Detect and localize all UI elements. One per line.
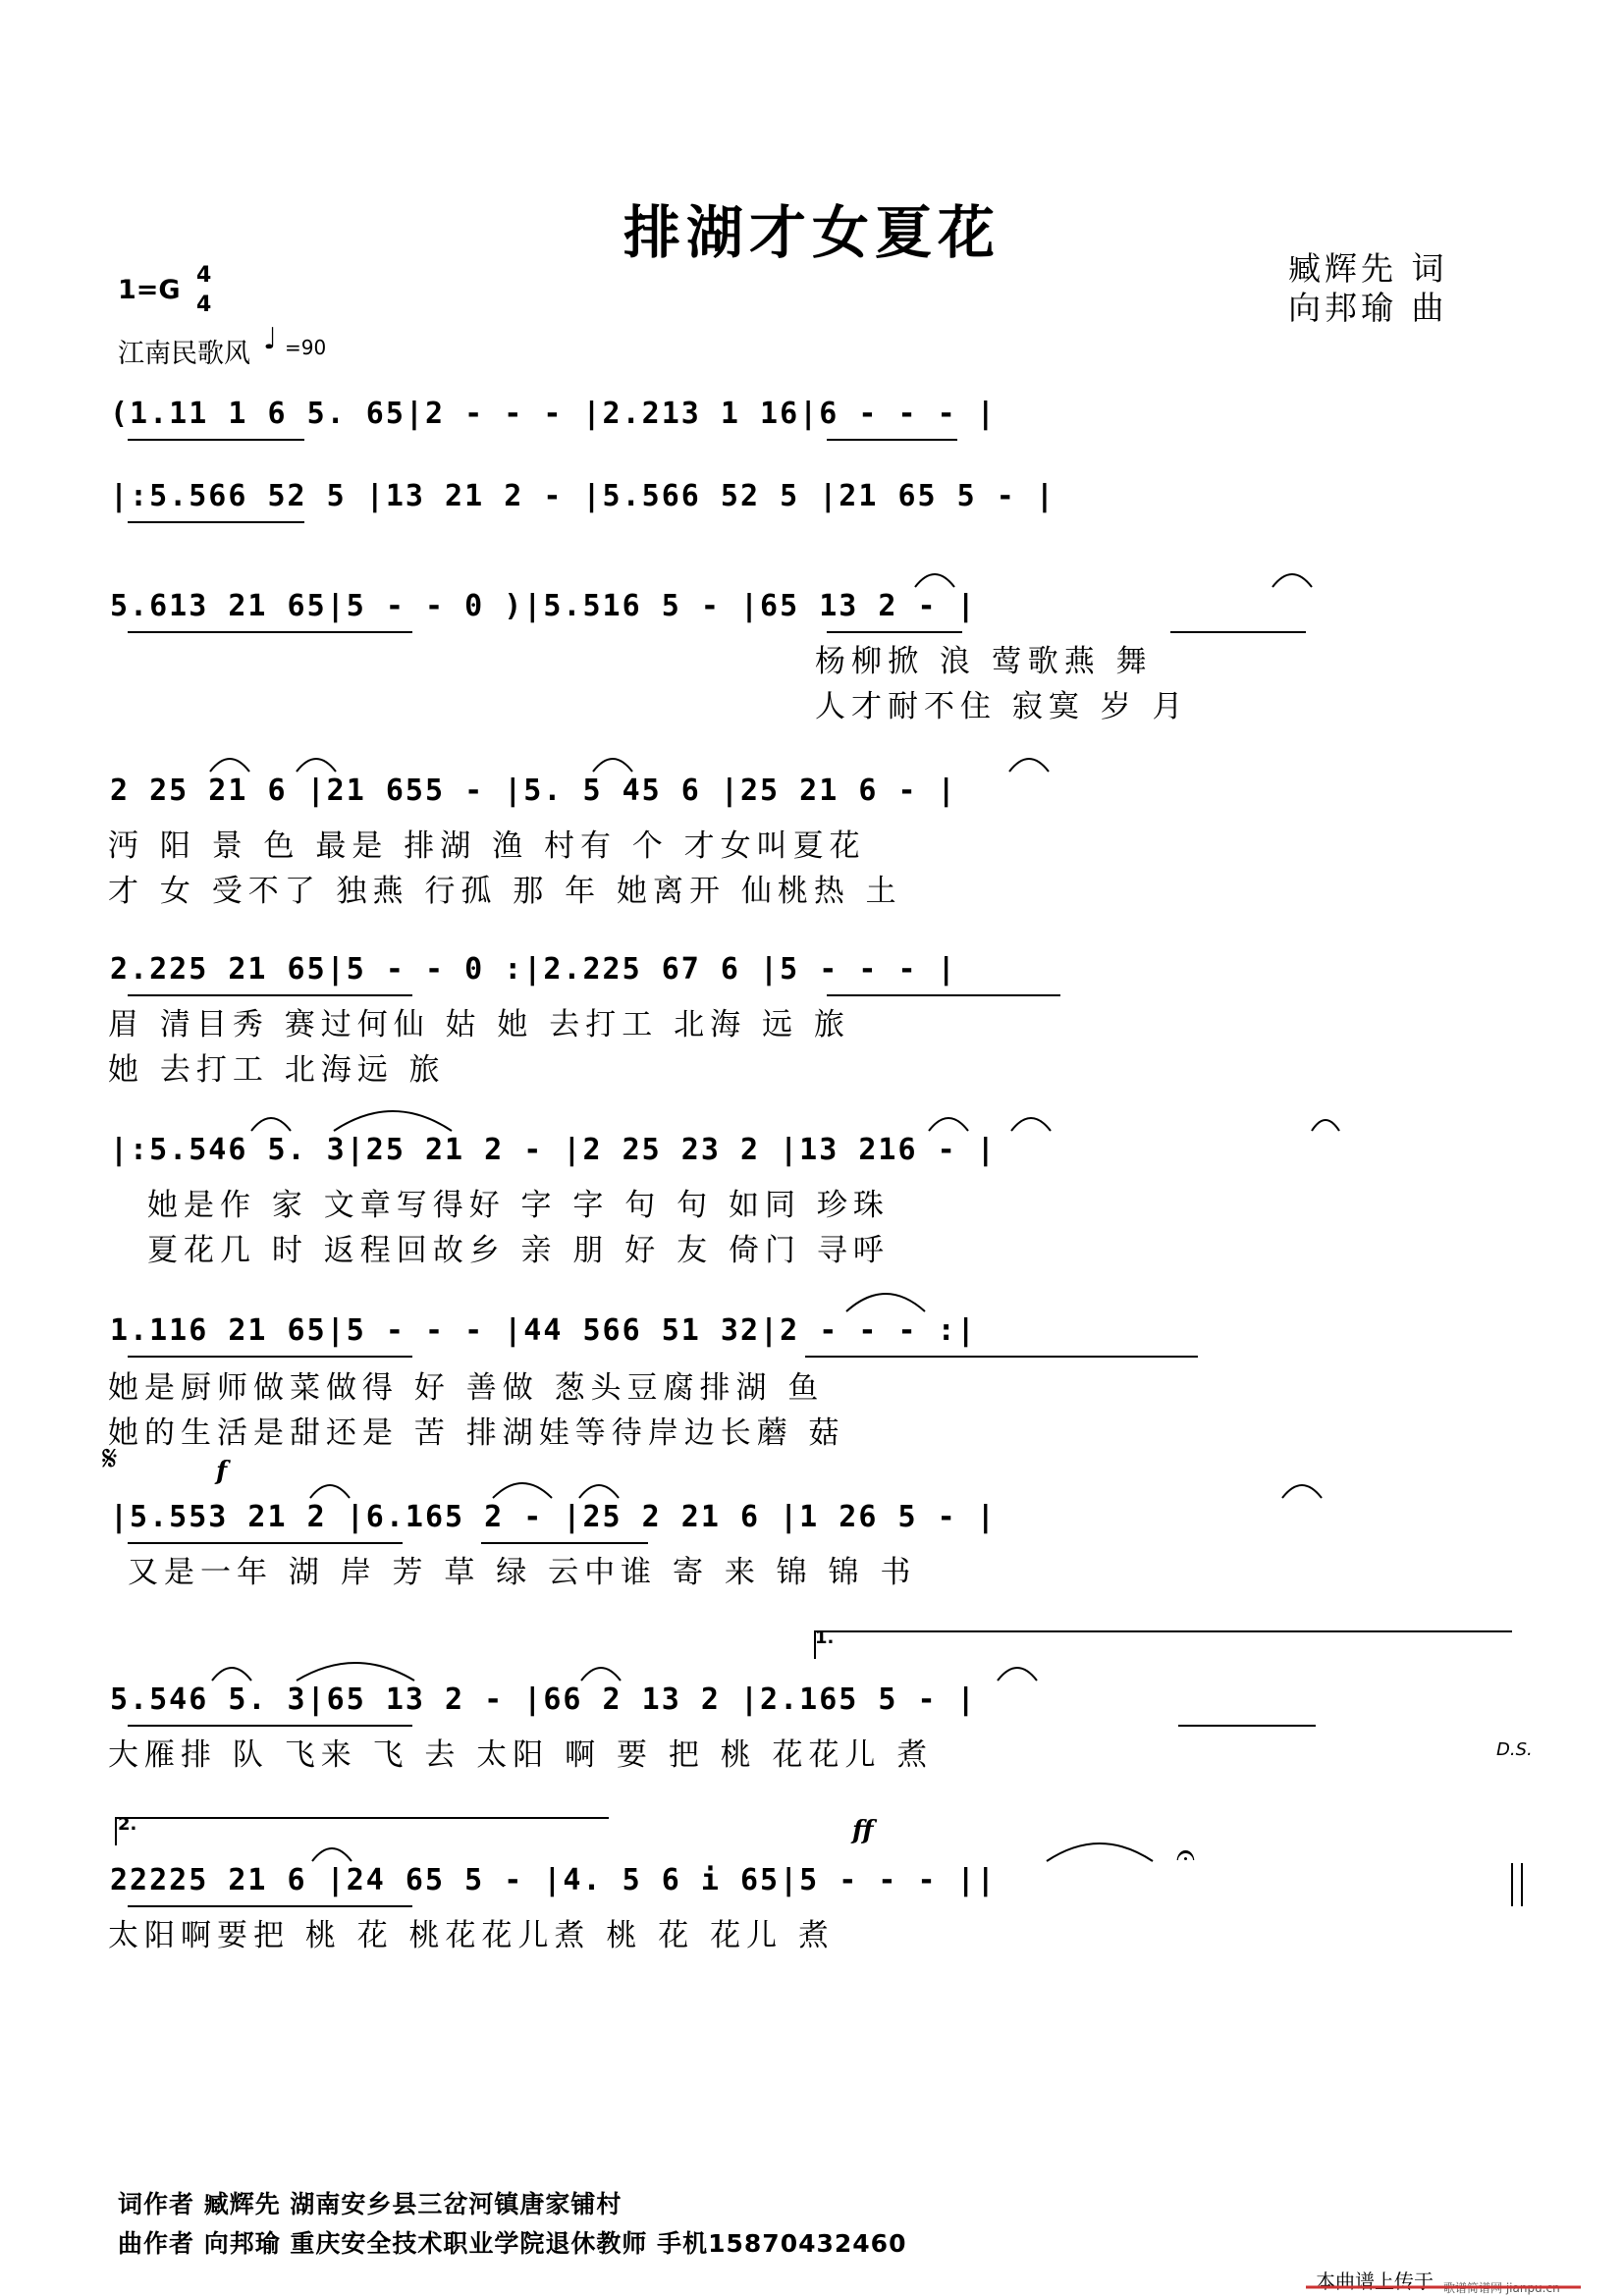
dal-segno-mark: D.S. bbox=[1496, 1739, 1533, 1760]
lyric-row-4-verse-2: 才 女 受不了 独燕 行孤 那 年 她离开 仙桃热 土 bbox=[108, 874, 902, 909]
upload-note: 本曲谱上传于 bbox=[1316, 2269, 1434, 2293]
lyric-row-7-verse-1: 她是厨师做菜做得 好 善做 葱头豆腐排湖 鱼 bbox=[108, 1370, 825, 1406]
lyric-row-9-verse-1: 大雁排 队 飞来 飞 去 太阳 啊 要 把 桃 花花儿 煮 bbox=[108, 1737, 934, 1773]
volta-2-label: 2. bbox=[118, 1814, 137, 1835]
score-row-7: 1.116 21 65|5 - - - |44 566 51 32|2 - - - :| bbox=[110, 1313, 977, 1348]
score-row-9: 5.546 5. 3|65 13 2 - |66 2 13 2 |2.165 5 - | bbox=[110, 1682, 977, 1717]
score-row-2: |:5.566 52 5 |13 21 2 - |5.566 52 5 |21 65 5 - | bbox=[110, 479, 1056, 513]
score-row-3: 5.613 21 65|5 - - 0 )|5.516 5 - |65 13 2 - | bbox=[110, 589, 977, 623]
lyricist-footer: 词作者 臧辉先 湖南安乡县三岔河镇唐家铺村 bbox=[118, 2190, 623, 2218]
key-signature: 1=G bbox=[118, 275, 181, 305]
lyric-row-8-verse-1: 又是一年 湖 岸 芳 草 绿 云中谁 寄 来 锦 锦 书 bbox=[128, 1555, 917, 1590]
composer-footer: 曲作者 向邦瑜 重庆安全技术职业学院退休教师 手机15870432460 bbox=[118, 2229, 907, 2258]
score-row-8: |5.553 21 2 |6.165 2 - |25 2 21 6 |1 26 5 - | bbox=[110, 1500, 997, 1534]
lyric-row-5-verse-2: 她 去打工 北海远 旅 bbox=[108, 1052, 446, 1088]
segno-sign: 𝄋 bbox=[102, 1439, 118, 1479]
composer-credit: 向邦瑜 曲 bbox=[1288, 289, 1448, 327]
quarter-note-icon: ♩ bbox=[263, 322, 278, 356]
lyricist-credit: 臧辉先 词 bbox=[1288, 249, 1448, 288]
forte-mark: f bbox=[216, 1457, 228, 1486]
lyric-row-5-verse-1: 眉 清目秀 赛过何仙 姑 她 去打工 北海 远 旅 bbox=[108, 1007, 850, 1042]
watermark-site: 歌谱简谱网 jianpu.cn bbox=[1443, 2281, 1560, 2295]
lyric-row-3-verse-1: 杨柳掀 浪 莺歌燕 舞 bbox=[815, 644, 1153, 679]
time-sig-top: 4 bbox=[196, 263, 212, 288]
score-row-6: |:5.546 5. 3|25 21 2 - |2 25 23 2 |13 216 - | bbox=[110, 1133, 997, 1167]
page-title: 排湖才女夏花 bbox=[623, 199, 1001, 266]
fortissimo-mark: ff bbox=[852, 1816, 874, 1845]
score-row-1: (1.11 1 6 5. 65|2 - - - |2.213 1 16|6 - - - | bbox=[110, 397, 997, 431]
lyric-row-4-verse-1: 沔 阳 景 色 最是 排湖 渔 村有 个 才女叫夏花 bbox=[108, 828, 866, 864]
fermata-icon: 𝄐 bbox=[1176, 1836, 1195, 1875]
lyric-row-10-verse-1: 太阳啊要把 桃 花 桃花花儿煮 桃 花 花儿 煮 bbox=[108, 1918, 835, 1953]
volta-1-label: 1. bbox=[815, 1628, 835, 1648]
score-row-4: 2 25 21 6 |21 655 - |5. 5 45 6 |25 21 6 - | bbox=[110, 774, 957, 808]
score-row-10: 22225 21 6 |24 65 5 - |4. 5 6 i 65|5 - - - || bbox=[110, 1863, 997, 1897]
lyric-row-6-verse-2: 夏花几 时 返程回故乡 亲 朋 好 友 倚门 寻呼 bbox=[147, 1233, 890, 1268]
time-sig-bottom: 4 bbox=[196, 293, 212, 317]
score-row-5: 2.225 21 65|5 - - 0 :|2.225 67 6 |5 - - - | bbox=[110, 952, 957, 987]
lyric-row-7-verse-2: 她的生活是甜还是 苦 排湖娃等待岸边长蘑 菇 bbox=[108, 1415, 845, 1451]
tempo-marking: =90 bbox=[285, 336, 327, 359]
lyric-row-6-verse-1: 她是作 家 文章写得好 字 字 句 句 如同 珍珠 bbox=[147, 1188, 890, 1223]
style-marking: 江南民歌风 bbox=[118, 339, 250, 369]
lyric-row-3-verse-2: 人才耐不住 寂寞 岁 月 bbox=[815, 689, 1189, 724]
